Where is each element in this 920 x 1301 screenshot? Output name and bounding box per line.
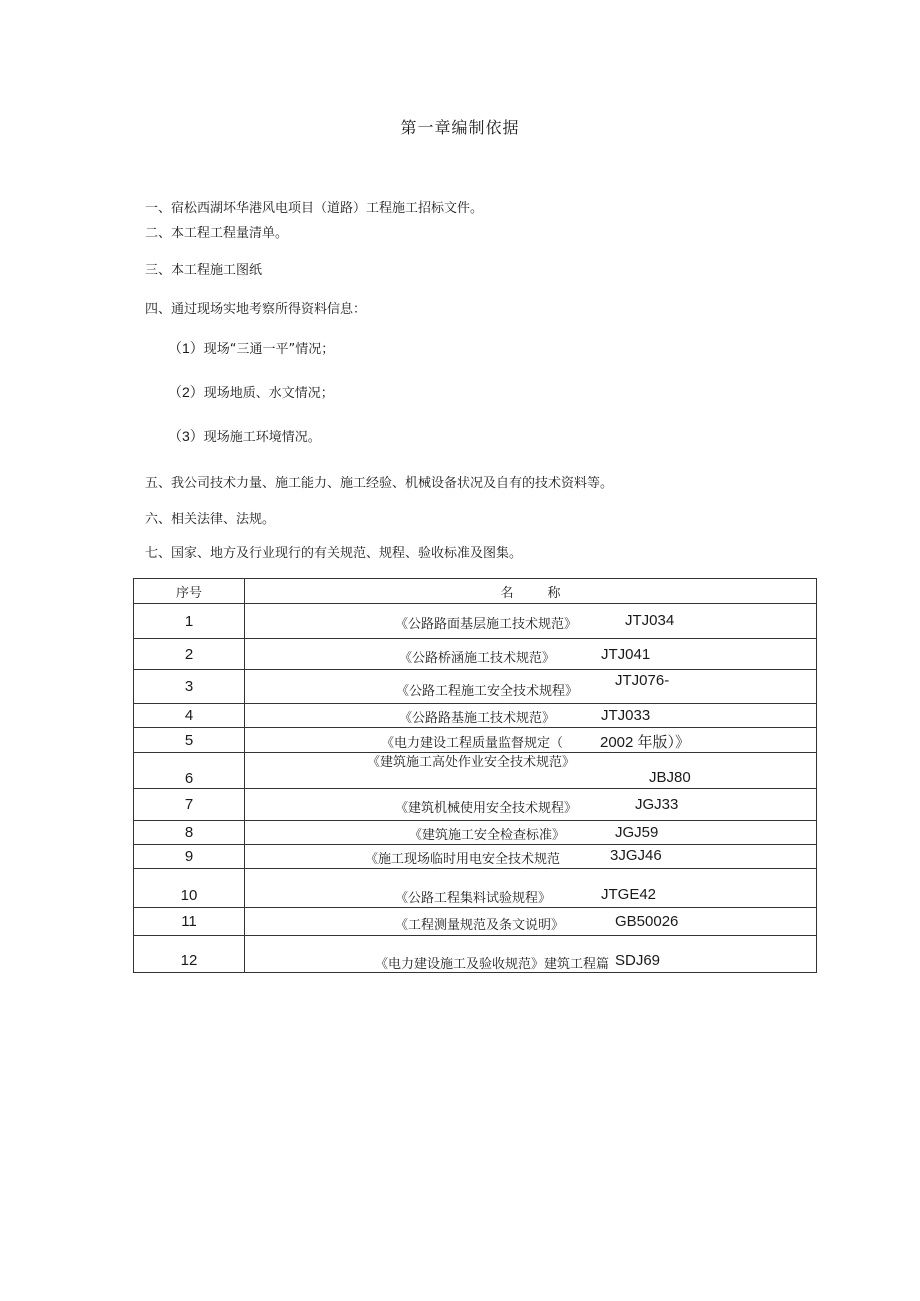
standard-code: JTJ076- xyxy=(615,672,670,689)
item-7: 七、国家、地方及行业现行的有关规范、规程、验收标准及图集。 xyxy=(145,546,523,561)
row-index: 6 xyxy=(134,753,245,789)
standard-code: SDJ69 xyxy=(615,952,661,969)
standard-name: 《公路工程集料试验规程》 xyxy=(395,891,552,906)
row-index: 12 xyxy=(134,936,245,973)
subitem-number: （1） xyxy=(168,340,204,356)
standard-name: 《公路路面基层施工技术规范》 xyxy=(395,617,578,632)
row-name-cell xyxy=(245,604,817,639)
subitem-number: （2） xyxy=(168,384,204,400)
row-index: 8 xyxy=(134,821,245,845)
item-6: 六、相关法律、法规。 xyxy=(145,512,276,527)
standard-code: JTJ034 xyxy=(625,612,675,629)
row-index: 4 xyxy=(134,704,245,728)
subitem-2 xyxy=(168,382,334,402)
row-name-cell xyxy=(245,639,817,670)
standard-name: 《公路桥涵施工技术规范》 xyxy=(399,651,556,666)
row-index: 5 xyxy=(134,728,245,753)
standard-code: JBJ80 xyxy=(649,769,691,786)
subitem-text: 现场施工环境情况。 xyxy=(203,430,321,445)
row-name-cell xyxy=(245,936,817,973)
row-name-cell xyxy=(245,728,817,753)
row-name-cell xyxy=(245,821,817,845)
header-name: 名称 xyxy=(245,579,817,604)
table-header-row xyxy=(134,579,817,604)
row-index: 1 xyxy=(134,604,245,639)
table-row xyxy=(134,639,817,670)
page-title: 第一章编制依据 xyxy=(400,118,520,137)
standard-name: 《建筑施工高处作业安全技术规范》 xyxy=(367,755,576,770)
standard-code: JTJ033 xyxy=(601,707,651,724)
row-name-cell xyxy=(245,789,817,821)
row-index: 3 xyxy=(134,670,245,704)
row-index: 9 xyxy=(134,845,245,869)
row-name-cell xyxy=(245,869,817,908)
row-name-cell xyxy=(245,753,817,789)
subitem-1 xyxy=(168,338,334,358)
table-row xyxy=(134,789,817,821)
standard-name: 《建筑机械使用安全技术规程》 xyxy=(395,801,578,816)
table-row xyxy=(134,908,817,936)
table-row xyxy=(134,869,817,908)
standard-code: 3JGJ46 xyxy=(610,847,662,864)
table-row xyxy=(134,821,817,845)
standard-code: JTGE42 xyxy=(601,886,657,903)
header-index: 序号 xyxy=(134,579,245,604)
standard-code: JTJ041 xyxy=(601,646,651,663)
row-index: 11 xyxy=(134,908,245,936)
item-3: 三、本工程施工图纸 xyxy=(145,263,263,278)
item-4: 四、通过现场实地考察所得资料信息： xyxy=(145,302,367,317)
item-5: 五、我公司技术力量、施工能力、施工经验、机械设备状况及自有的技术资料等。 xyxy=(145,476,614,491)
standard-code: GB50026 xyxy=(615,913,679,930)
subitem-3 xyxy=(168,426,321,446)
standard-name: 《公路路基施工技术规范》 xyxy=(399,711,556,726)
item-2: 二、本工程工程量清单。 xyxy=(145,226,289,241)
standard-code: 2002 年版）》 xyxy=(600,734,691,751)
standard-name: 《电力建设施工及验收规范》建筑工程篇 xyxy=(375,957,610,972)
standard-code: JGJ33 xyxy=(635,796,679,813)
standard-name: 《工程测量规范及条文说明》 xyxy=(395,918,565,933)
row-name-cell xyxy=(245,704,817,728)
standard-name: 《建筑施工安全检查标准》 xyxy=(409,828,566,843)
table-row xyxy=(134,728,817,753)
row-name-cell xyxy=(245,845,817,869)
row-name-cell xyxy=(245,908,817,936)
subitem-number: （3） xyxy=(168,428,204,444)
subitem-text: 现场地质、水文情况； xyxy=(203,386,334,401)
standard-name: 《施工现场临时用电安全技术规范 xyxy=(365,852,561,867)
row-index: 7 xyxy=(134,789,245,821)
table-row xyxy=(134,670,817,704)
item-1: 一、宿松西湖坏华港风电项目（道路）工程施工招标文件。 xyxy=(145,201,484,216)
table-row xyxy=(134,845,817,869)
standard-name: 《公路工程施工安全技术规程》 xyxy=(396,684,579,699)
row-index: 10 xyxy=(134,869,245,908)
standard-code: JGJ59 xyxy=(615,824,659,841)
table-row xyxy=(134,704,817,728)
standard-name: 《电力建设工程质量监督规定（ xyxy=(381,736,564,751)
table-row xyxy=(134,753,817,789)
row-name-cell xyxy=(245,670,817,704)
standards-table xyxy=(133,578,817,973)
table-row xyxy=(134,604,817,639)
subitem-text: 现场“三通一平”情况； xyxy=(203,342,335,357)
row-index: 2 xyxy=(134,639,245,670)
table-row xyxy=(134,936,817,973)
